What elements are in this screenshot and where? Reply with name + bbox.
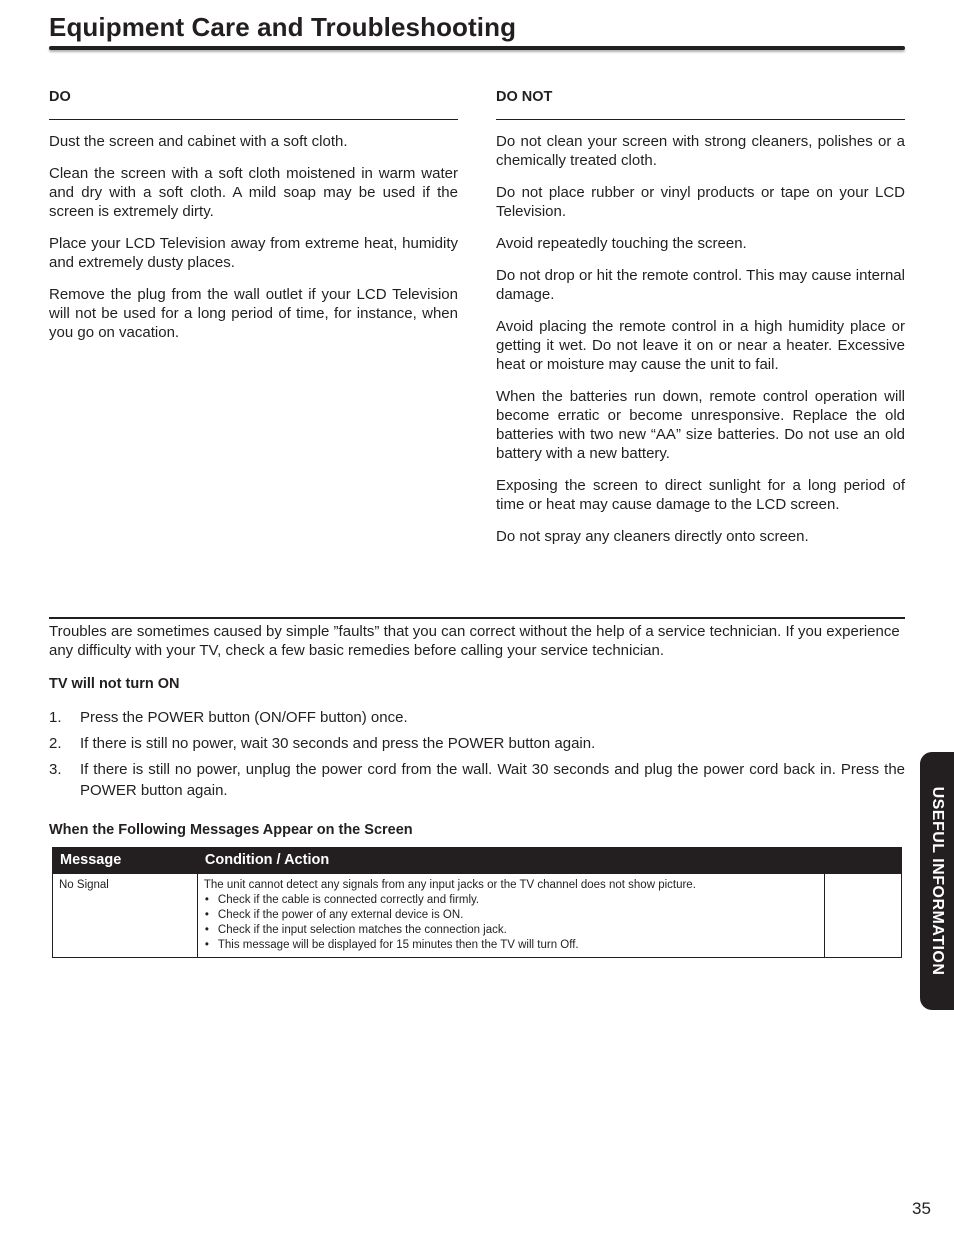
donot-item: Do not drop or hit the remote control. This may cause internal damage.	[496, 267, 905, 303]
donot-item: When the batteries run down, remote control operation will become erratic or become unresponsive. Replace the old batteries with two new “AA” size batteries. Do not use an old battery with a new battery.	[496, 388, 905, 462]
donot-item: Exposing the screen to direct sunlight for a long period of time or heat may cause damage to the LCD screen.	[496, 477, 905, 513]
donot-item: Avoid placing the remote control in a high humidity place or getting it wet. Do not leave it on or near a heater. Excessive heat or moisture may cause the unit to fail.	[496, 318, 905, 373]
do-item: Dust the screen and cabinet with a soft cloth.	[49, 133, 348, 150]
section-side-tab	[920, 752, 954, 1010]
message-cell: No Signal	[53, 874, 198, 958]
step-number: 2.	[49, 735, 62, 752]
step-text: If there is still no power, wait 30 seconds and press the POWER button again.	[80, 735, 596, 752]
step-text: Press the POWER button (ON/OFF button) once.	[80, 709, 408, 726]
donot-item: Avoid repeatedly touching the screen.	[496, 235, 747, 252]
action-item: • This message will be displayed for 15 minutes then the TV will turn Off.	[204, 938, 818, 953]
step-number: 1.	[49, 709, 62, 726]
action-item: • Check if the cable is connected correctly and firmly.	[204, 893, 818, 908]
section-divider	[49, 617, 905, 619]
do-item: Remove the plug from the wall outlet if your LCD Television will not be used for a long period of time, for instance, when you go on vacation.	[49, 286, 458, 341]
step-item	[49, 733, 905, 754]
action-item: • Check if the power of any external device is ON.	[204, 908, 818, 923]
power-steps	[49, 707, 905, 806]
action-item: • Check if the input selection matches the connection jack.	[204, 923, 818, 938]
empty-cell	[825, 874, 902, 958]
step-number: 3.	[49, 761, 62, 778]
title-divider	[49, 46, 905, 50]
page-title: Equipment Care and Troubleshooting	[49, 12, 517, 42]
condition-column-header: Condition / Action	[197, 848, 901, 874]
donot-heading: DO NOT	[496, 89, 553, 105]
donot-heading-rule	[496, 119, 905, 120]
condition-text: The unit cannot detect any signals from any input jacks or the TV channel does not show picture.	[203, 879, 696, 891]
table-row	[53, 874, 902, 958]
page-number: 35	[912, 1199, 931, 1218]
donot-item: Do not spray any cleaners directly onto screen.	[496, 528, 809, 545]
do-heading-rule	[49, 119, 458, 120]
donot-column	[496, 88, 905, 559]
do-item: Clean the screen with a soft cloth moistened in warm water and dry with a soft cloth. A mild soap may be used if the screen is extremely dirty.	[49, 165, 458, 220]
step-item	[49, 707, 905, 728]
side-tab-label: USEFUL INFORMATION	[929, 786, 946, 976]
table-header-row	[53, 848, 902, 874]
do-column	[49, 88, 458, 355]
action-list	[204, 893, 818, 953]
power-heading: TV will not turn ON	[49, 676, 180, 692]
donot-item: Do not place rubber or vinyl products or tape on your LCD Television.	[496, 184, 905, 220]
do-item: Place your LCD Television away from extreme heat, humidity and extremely dusty places.	[49, 235, 458, 271]
message-column-header: Message	[53, 848, 198, 874]
step-item	[49, 759, 905, 801]
donot-item: Do not clean your screen with strong cleaners, polishes or a chemically treated cloth.	[496, 133, 905, 169]
messages-table	[52, 847, 902, 958]
step-text: If there is still no power, unplug the power cord from the wall. Wait 30 seconds and plug the power cord back in. Press the POWER button again.	[80, 761, 905, 799]
condition-cell	[197, 874, 824, 958]
troubleshooting-intro: Troubles are sometimes caused by simple ”faults” that you can correct without the help of a service technician. If you experience any difficulty with your TV, check a few basic remedies before calling your service technician.	[49, 623, 900, 659]
messages-heading: When the Following Messages Appear on the Screen	[49, 822, 413, 838]
do-heading: DO	[49, 89, 71, 105]
